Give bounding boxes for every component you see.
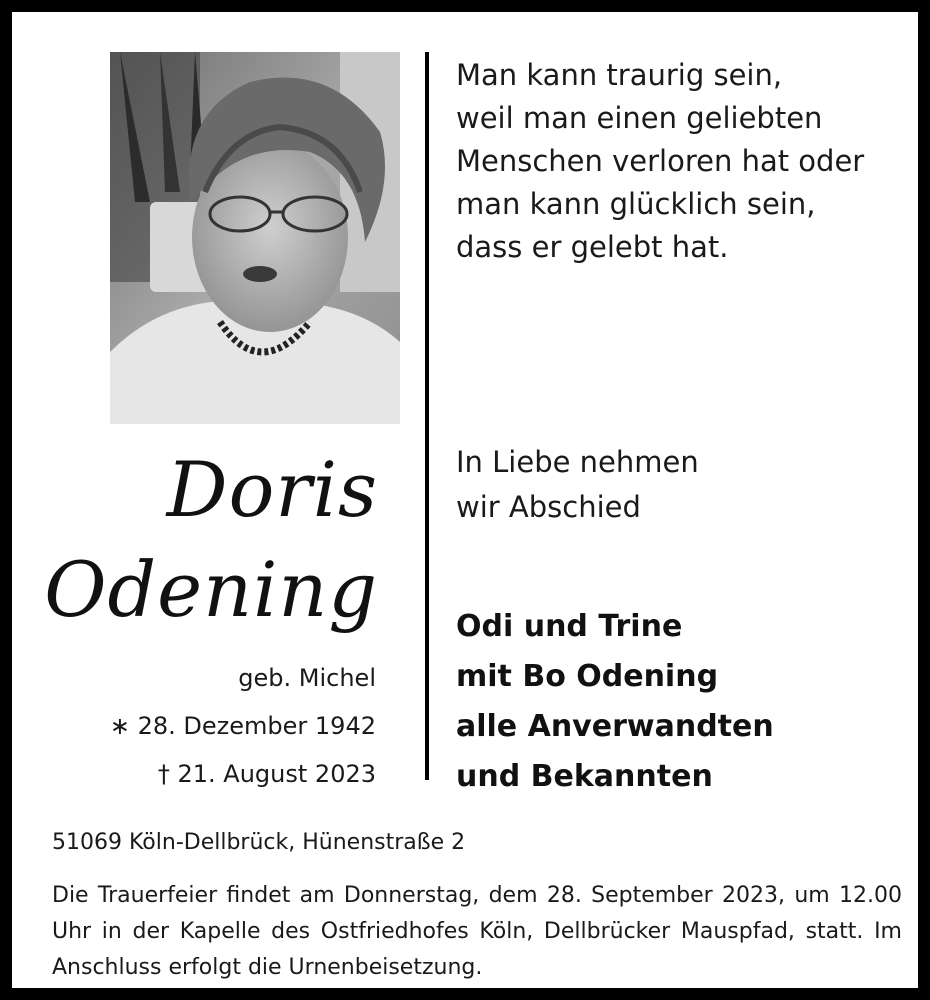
- memorial-quote: [456, 54, 916, 269]
- deceased-last-name: Odening: [44, 545, 378, 634]
- vertical-divider: [425, 52, 429, 780]
- deceased-first-name: Doris: [166, 445, 378, 534]
- life-dates: [110, 654, 376, 798]
- death-date: † 21. August 2023: [157, 760, 376, 788]
- farewell-line: In Liebe nehmen: [456, 445, 699, 479]
- quote-line: Man kann traurig sein,: [456, 58, 783, 92]
- mourner-line: Odi und Trine: [456, 609, 683, 644]
- address: 51069 Köln-Dellbrück, Hünenstraße 2: [52, 830, 466, 855]
- quote-line: dass er gelebt hat.: [456, 230, 729, 264]
- mourner-line: und Bekannten: [456, 759, 713, 794]
- mourner-line: mit Bo Odening: [456, 659, 719, 694]
- quote-line: weil man einen geliebten: [456, 101, 823, 135]
- service-details: Die Trauerfeier findet am Donnerstag, dem 28. September 2023, um 12.00 Uhr in der Kapelle des Ostfriedhofes Köln, Dellbrücker Mauspfad, statt. Im Anschluss erfolgt die Urnenbeisetzung.: [52, 883, 902, 980]
- farewell-line: wir Abschied: [456, 490, 641, 524]
- mourner-line: alle Anverwandten: [456, 709, 774, 744]
- quote-line: Menschen verloren hat oder: [456, 144, 865, 178]
- portrait-image: [110, 52, 400, 424]
- portrait-photo: [110, 52, 400, 424]
- maiden-name: geb. Michel: [238, 664, 376, 692]
- mourners-list: [456, 602, 926, 802]
- quote-line: man kann glücklich sein,: [456, 187, 816, 221]
- farewell-text: [456, 440, 916, 530]
- birth-date: ∗ 28. Dezember 1942: [109, 712, 376, 740]
